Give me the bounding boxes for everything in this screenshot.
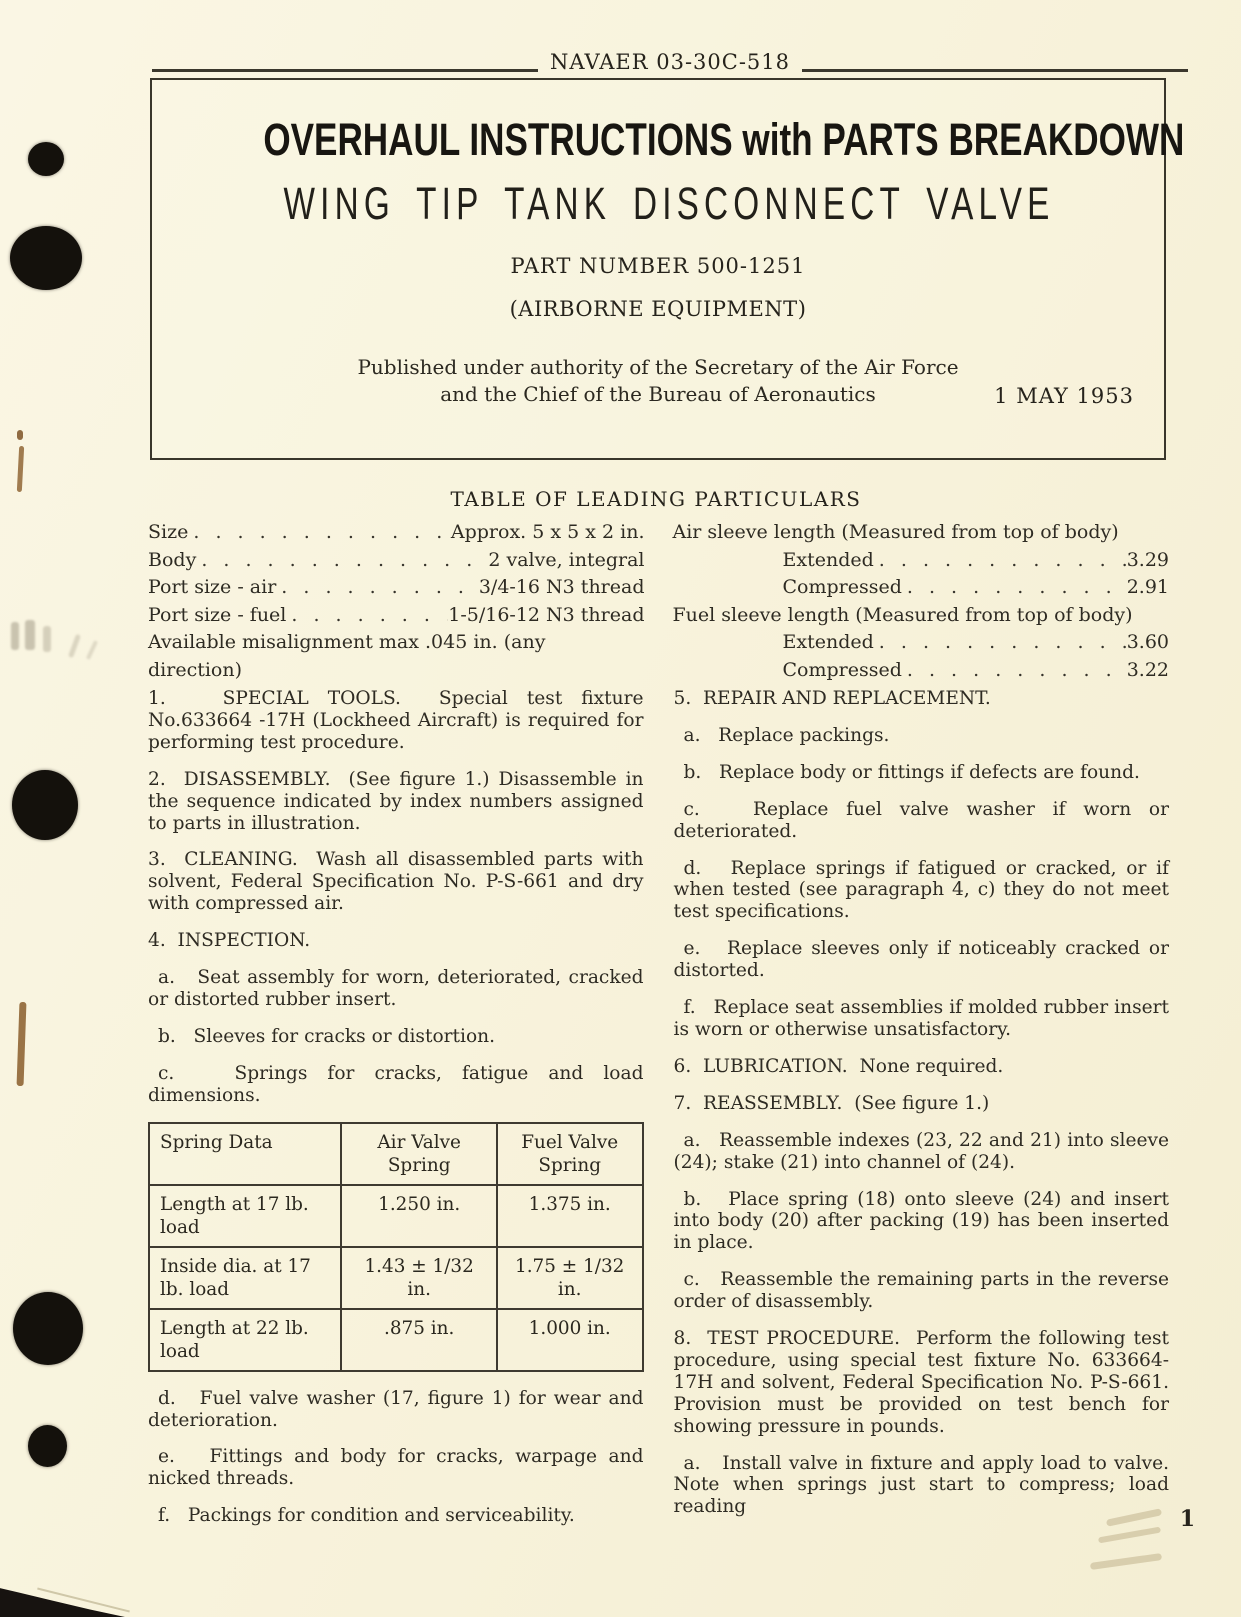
particular-label: Fuel sleeve length (Measured from top of body) [672,603,1133,626]
list-item-paragraph: d. Replace springs if fatigued or cracked, or if when tested (see paragraph 4, c) they do not meet test specifications. [673,857,1169,923]
table-row [149,1247,643,1309]
page-corner-shadow [0,1583,125,1617]
row-label-cell: Length at 17 lb. load [149,1185,341,1247]
section-paragraph: 4. INSPECTION. [148,930,311,952]
header-rule-right [802,69,1188,72]
fuel-value-cell: 1.375 in. [497,1185,643,1247]
pencil-smudge [25,620,35,650]
column-header: Fuel Valve Spring [497,1123,643,1185]
particular-line [673,574,1170,602]
particular-line [673,519,1170,547]
list-item-paragraph: c. Replace fuel valve washer if worn or deteriorated. [673,798,1169,842]
doc-title: OVERHAUL INSTRUCTIONS with PARTS BREAKDOWN [263,114,1185,165]
air-value-cell: 1.43 ± 1/32 in. [341,1247,496,1309]
list-item-paragraph: b. Replace body or fittings if defects are found. [683,761,1140,783]
part-number: PART NUMBER 500-1251 [510,254,806,278]
page-number: 1 [1179,1506,1195,1532]
dot-leader [902,574,1127,602]
air-value-cell: .875 in. [341,1309,496,1371]
dot-leader [276,574,479,602]
pencil-smudge [68,634,81,658]
list-item-paragraph: a. Seat assembly for worn, deteriorated, cracked or distorted rubber insert. [148,967,644,1010]
section-paragraph: 8. TEST PROCEDURE. Perform the following test procedure, using special test fixture No. 633664-17H and solvent, Federal Specification No. P-S-661. Provision must be provided on test bench for showing pressure in pounds. [673,1328,1169,1437]
list-item-paragraph: e. Replace sleeves only if noticeably cracked or distorted. [673,938,1169,982]
particular-label: Extended [782,548,874,571]
particular-label: Port size - air [148,576,277,598]
fuel-value-cell: 1.75 ± 1/32 in. [497,1247,643,1309]
text-column-right [674,688,1170,1542]
section-paragraph: 7. REASSEMBLY. (See figure 1.) [673,1092,990,1114]
doc-number: NAVAER 03-30C-518 [550,50,791,74]
list-item-paragraph: f. Replace seat assemblies if molded rubber insert is worn or otherwise unsatisfactory. [673,997,1169,1040]
row-label-cell: Length at 22 lb. load [149,1309,341,1371]
ink-smudge [17,446,24,492]
particular-line [148,629,645,684]
column-header: Spring Data [149,1123,341,1185]
particular-label: Compressed [782,576,902,598]
column-header: Air Valve Spring [341,1123,496,1185]
ink-smudge [17,430,23,440]
list-item-paragraph: a. Install valve in fixture and apply load to valve. Note when springs just start to compress; load reading [673,1452,1169,1518]
section-paragraph: 3. CLEANING. Wash all disassembled parts with solvent, Federal Specification No. P-S-661 and dry with compressed air. [148,849,644,915]
binder-hole [13,1292,83,1365]
particular-value: 2.91 [1126,576,1169,598]
section-paragraph: 6. LUBRICATION. None required. [673,1055,1004,1077]
list-item-paragraph: d. Fuel valve washer (17, figure 1) for wear and deterioration. [148,1387,644,1431]
particular-value: Approx. 5 x 5 x 2 in. [450,521,645,543]
spring-data-table [148,1122,644,1372]
dot-leader [902,657,1127,685]
particular-line [673,547,1170,575]
binder-hole [28,1425,67,1467]
particular-value: 3/4-16 N3 thread [478,576,645,598]
section-paragraph: 1. SPECIAL TOOLS. Special test fixture No.633664 -17H (Lockheed Aircraft) is required for performing test procedure. [148,688,644,753]
fuel-value-cell: 1.000 in. [497,1309,643,1371]
section-paragraph: 2. DISASSEMBLY. (See figure 1.) Disassemble in the sequence indicated by index numbers assigned to parts in illustration. [148,768,644,834]
list-item-paragraph: c. Springs for cracks, fatigue and load dimensions. [148,1062,644,1106]
table-row [149,1309,643,1371]
particular-line [148,602,645,630]
particular-line [148,547,645,575]
particular-value: 3.60 [1126,631,1169,653]
binder-hole [12,770,78,840]
table-row [149,1185,643,1247]
particular-label: Extended [782,631,874,653]
authority-line-2: and the Chief of the Bureau of Aeronautics [440,382,876,406]
list-item-paragraph: b. Place spring (18) onto sleeve (24) and insert into body (20) after packing (19) has been inserted in place. [673,1188,1169,1254]
text-column-left [148,688,644,1542]
binder-hole [28,142,64,176]
authority-line-1: Published under authority of the Secretary of the Air Force [357,355,959,379]
dot-leader [874,629,1127,657]
publication-date: 1 MAY 1953 [994,384,1134,408]
pencil-smudge [86,640,98,660]
particular-line [673,629,1170,657]
particulars-right-column [673,519,1170,684]
dot-leader [874,547,1127,575]
particular-label: Compressed [782,658,902,681]
particular-line [148,574,645,602]
particular-line [673,657,1170,685]
particular-label: Size [148,521,189,543]
particular-value: 2 valve, integral [488,548,645,571]
pencil-smudge [43,626,51,652]
particular-value: 3.29 [1126,548,1169,571]
equipment-type: (AIRBORNE EQUIPMENT) [509,297,807,321]
particular-line [673,602,1170,630]
stamp-mark [1090,1553,1162,1570]
doc-number-header [152,50,1188,74]
particular-label: Available misalignment max .045 in. (any direction) [148,631,546,681]
dot-leader [286,602,448,630]
header-rule-left [152,69,538,72]
particulars-heading: TABLE OF LEADING PARTICULARS [450,487,862,511]
particular-label: Air sleeve length (Measured from top of body) [672,521,1119,543]
dot-leader [196,547,488,575]
pencil-smudge [11,622,19,650]
doc-subtitle: WING TIP TANK DISCONNECT VALVE [283,178,1055,229]
row-label-cell: Inside dia. at 17 lb. load [149,1247,341,1309]
list-item-paragraph: b. Sleeves for cracks or distortion. [158,1025,496,1047]
table-header-row [149,1123,643,1185]
list-item-paragraph: a. Replace packings. [683,724,890,746]
particular-value: 3.22 [1126,658,1169,681]
ink-smudge [17,1002,27,1086]
air-value-cell: 1.250 in. [341,1185,496,1247]
list-item-paragraph: e. Fittings and body for cracks, warpage and nicked threads. [148,1446,644,1490]
list-item-paragraph: c. Reassemble the remaining parts in the reverse order of disassembly. [673,1269,1169,1313]
spring-table-head [149,1123,643,1185]
dot-leader [188,519,451,547]
list-item-paragraph: a. Reassemble indexes (23, 22 and 21) into sleeve (24); stake (21) into channel of (24). [673,1129,1169,1173]
title-box [150,78,1185,460]
spring-table-body [149,1185,643,1371]
particular-line [148,519,645,547]
particulars-left-column [148,519,645,684]
leading-particulars [148,519,1169,684]
list-item-paragraph: f. Packings for condition and serviceability. [158,1505,575,1527]
particular-label: Body [148,548,197,571]
binder-hole [10,226,82,290]
body-columns [148,688,1169,1542]
particular-label: Port size - fuel [148,603,287,626]
particular-value: 1-5/16-12 N3 thread [448,603,645,626]
section-paragraph: 5. REPAIR AND REPLACEMENT. [673,688,991,709]
